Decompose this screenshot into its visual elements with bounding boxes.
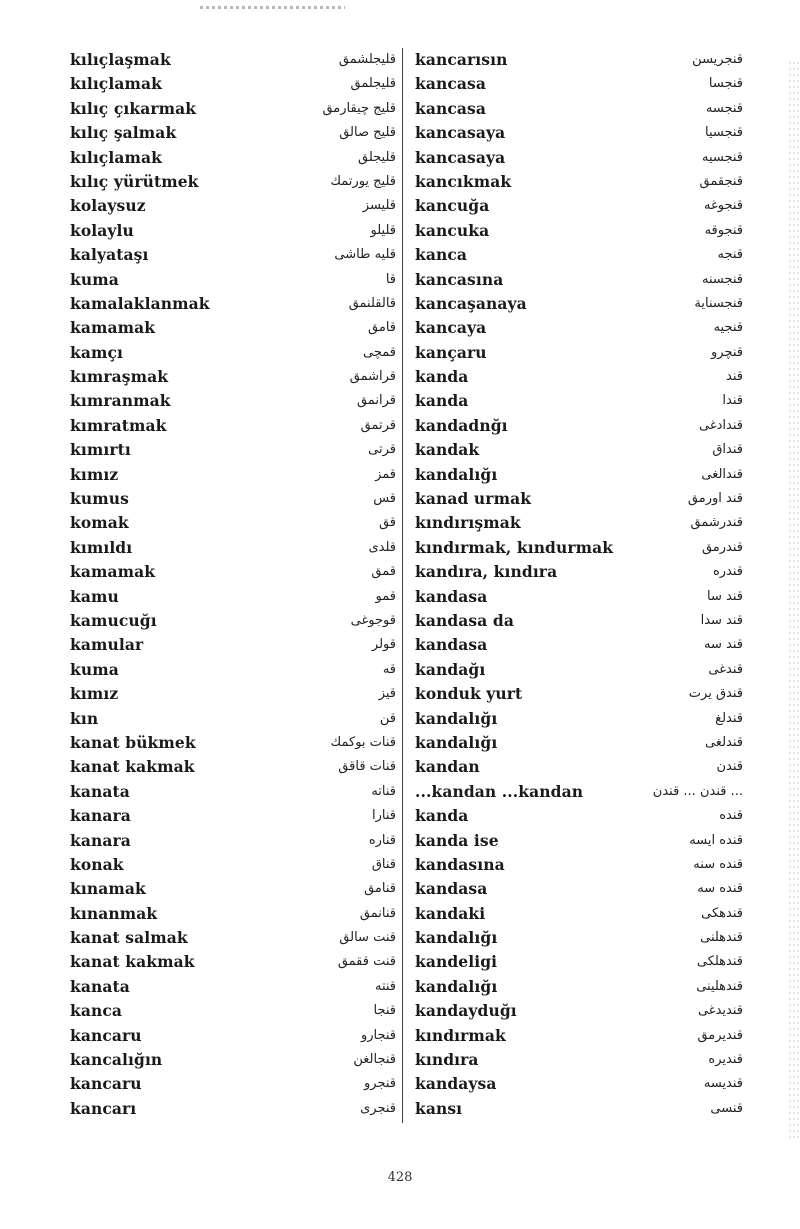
entry-ottoman: قنجسنه — [701, 271, 743, 287]
dictionary-entry — [415, 438, 743, 462]
entry-ottoman: قندالغى — [701, 466, 743, 482]
entry-ottoman: قناق — [371, 856, 396, 872]
dictionary-entry — [70, 707, 396, 731]
entry-ottoman: قنامق — [364, 881, 396, 897]
entry-ottoman: قندهلينى — [696, 978, 743, 994]
dictionary-entry — [70, 341, 396, 365]
entry-turkish: kancuğa — [415, 196, 490, 216]
dictionary-entry — [70, 1072, 396, 1096]
dictionary-entry — [415, 1048, 743, 1072]
entry-turkish: kanat kakmak — [70, 757, 195, 777]
dictionary-entry — [70, 877, 396, 901]
entry-turkish: ...kandan ...kandan — [415, 781, 584, 801]
entry-ottoman: قنات قاقق — [338, 759, 396, 775]
entry-turkish: kandadnğı — [415, 415, 508, 435]
entry-ottoman: قنجسا — [708, 76, 743, 92]
dictionary-entry — [415, 877, 743, 901]
dictionary-entry — [70, 292, 396, 316]
entry-turkish: kımıldı — [70, 537, 133, 557]
dictionary-entry — [415, 560, 743, 584]
dictionary-entry — [415, 72, 743, 96]
dictionary-entry — [415, 780, 743, 804]
entry-turkish: kancaru — [70, 1074, 142, 1094]
entry-ottoman: قنديسه — [703, 1076, 743, 1092]
entry-ottoman: قندرمق — [701, 539, 743, 555]
dictionary-entry — [70, 780, 396, 804]
entry-turkish: kamular — [70, 635, 144, 655]
entry-ottoman: قلدى — [368, 539, 396, 555]
dictionary-entry — [415, 170, 743, 194]
entry-turkish: kımranmak — [70, 391, 171, 411]
dictionary-entry — [415, 682, 743, 706]
scan-mark — [200, 6, 345, 9]
dictionary-entry — [415, 146, 743, 170]
entry-turkish: kanata — [70, 781, 130, 801]
entry-turkish: kamçı — [70, 342, 124, 362]
dictionary-entry — [70, 926, 396, 950]
dictionary-entry — [70, 658, 396, 682]
entry-ottoman: قنداق — [712, 442, 743, 458]
entry-turkish: kandasa — [415, 635, 488, 655]
entry-turkish: kandıra, kındıra — [415, 562, 558, 582]
entry-turkish: kancaşanaya — [415, 293, 527, 313]
dictionary-entry — [70, 438, 396, 462]
entry-ottoman: قن — [379, 710, 396, 726]
entry-ottoman: قمق — [371, 564, 396, 580]
dictionary-entry — [70, 902, 396, 926]
right-column — [415, 48, 743, 1121]
entry-turkish: kancarısın — [415, 50, 508, 69]
dictionary-entry — [70, 853, 396, 877]
entry-ottoman: قنجه — [717, 247, 743, 263]
entry-ottoman: قليجلق — [358, 149, 396, 165]
entry-turkish: kındıra — [415, 1050, 479, 1070]
entry-ottoman: قنديره — [708, 1052, 743, 1068]
entry-ottoman: قنجسيا — [704, 125, 743, 141]
entry-turkish: kanat bükmek — [70, 732, 196, 752]
entry-turkish: kandeligi — [415, 952, 498, 972]
dictionary-entry — [70, 829, 396, 853]
entry-turkish: kanda — [415, 367, 469, 387]
entry-ottoman: قنده سنه — [693, 856, 743, 872]
entry-ottoman: قوجوغى — [350, 612, 396, 628]
entry-ottoman: قليلو — [370, 222, 396, 238]
entry-turkish: kımırtı — [70, 440, 131, 460]
entry-turkish: kancalığın — [70, 1050, 163, 1070]
dictionary-entry — [70, 950, 396, 974]
entry-ottoman: ... قندن ... قندن — [652, 783, 743, 799]
entry-turkish: kımraşmak — [70, 367, 169, 387]
entry-ottoman: قندق يرت — [688, 686, 743, 702]
entry-turkish: kuma — [70, 269, 119, 289]
entry-turkish: kanda ise — [415, 830, 499, 850]
dictionary-entry — [70, 633, 396, 657]
entry-ottoman: قندن — [716, 759, 743, 775]
dictionary-entry — [415, 268, 743, 292]
dictionary-entry — [415, 804, 743, 828]
entry-turkish: kumus — [70, 489, 129, 509]
entry-turkish: kandasına — [415, 854, 505, 874]
entry-ottoman: قه — [382, 661, 396, 677]
dictionary-entry — [70, 585, 396, 609]
entry-turkish: kandasa — [415, 879, 488, 899]
dictionary-entry — [70, 560, 396, 584]
dictionary-entry — [70, 365, 396, 389]
entry-ottoman: قنجريسن — [692, 52, 743, 67]
dictionary-entry — [415, 121, 743, 145]
dictionary-entry — [415, 341, 743, 365]
entry-turkish: kılıçlamak — [70, 147, 162, 167]
entry-turkish: kanad urmak — [415, 489, 532, 509]
entry-ottoman: قيز — [378, 686, 396, 702]
entry-turkish: kancasa — [415, 98, 487, 118]
dictionary-entry — [70, 755, 396, 779]
dictionary-entry — [70, 487, 396, 511]
entry-ottoman: قندرشمق — [690, 515, 743, 531]
entry-ottoman: قس — [373, 491, 396, 507]
dictionary-entry — [70, 389, 396, 413]
dictionary-entry — [70, 682, 396, 706]
entry-ottoman: قليجلشمق — [338, 52, 396, 67]
entry-turkish: kılıç yürütmek — [70, 171, 199, 191]
dictionary-entry — [70, 121, 396, 145]
entry-turkish: kamalaklanmak — [70, 293, 210, 313]
entry-ottoman: قنجيه — [713, 320, 743, 336]
entry-turkish: kandayduğı — [415, 1001, 517, 1021]
entry-ottoman: قليه طاشى — [334, 247, 396, 263]
entry-turkish: kancaya — [415, 318, 487, 338]
entry-ottoman: قناته — [371, 783, 396, 799]
dictionary-entry — [415, 414, 743, 438]
dictionary-entry — [70, 72, 396, 96]
column-divider — [402, 48, 403, 1123]
dictionary-entry — [415, 975, 743, 999]
dictionary-entry — [70, 536, 396, 560]
entry-ottoman: قندهكى — [701, 905, 743, 921]
entry-ottoman: قند سه — [704, 637, 743, 653]
dictionary-entry — [70, 170, 396, 194]
entry-ottoman: قراشمق — [349, 369, 396, 385]
page-number: 428 — [387, 1170, 413, 1185]
entry-turkish: kandaki — [415, 903, 486, 923]
entry-turkish: kanara — [70, 806, 131, 826]
entry-turkish: kın — [70, 708, 99, 728]
dictionary-entry — [415, 1024, 743, 1048]
entry-turkish: kandalığı — [415, 708, 498, 728]
entry-turkish: kınamak — [70, 879, 146, 899]
entry-turkish: kılıçlamak — [70, 74, 162, 94]
entry-ottoman: قرتى — [368, 442, 396, 458]
entry-ottoman: قندا — [722, 393, 743, 409]
dictionary-entry — [415, 316, 743, 340]
dictionary-entry — [415, 536, 743, 560]
entry-ottoman: قليسز — [362, 198, 396, 214]
entry-ottoman: قمز — [375, 466, 396, 482]
dictionary-entry — [415, 902, 743, 926]
entry-ottoman: قنده — [719, 808, 743, 824]
entry-ottoman: قند — [726, 369, 743, 385]
entry-ottoman: قنجارو — [360, 1027, 396, 1043]
entry-turkish: kançaru — [415, 342, 487, 362]
entry-turkish: kımratmak — [70, 415, 167, 435]
entry-turkish: kandalığı — [415, 464, 498, 484]
entry-turkish: komak — [70, 513, 129, 533]
entry-ottoman: قالقلنمق — [348, 295, 396, 311]
dictionary-entry — [415, 463, 743, 487]
dictionary-entry — [415, 755, 743, 779]
entry-turkish: kılıç şalmak — [70, 123, 177, 143]
entry-turkish: kamucuğı — [70, 610, 157, 630]
dictionary-entry — [415, 1097, 743, 1121]
entry-ottoman: قليج چيقارمق — [322, 100, 396, 116]
entry-ottoman: قنجرى — [360, 1100, 396, 1116]
entry-ottoman: قليجلمق — [350, 76, 396, 92]
entry-ottoman: قند اورمق — [687, 491, 743, 507]
dictionary-entry — [70, 97, 396, 121]
dictionary-entry — [415, 389, 743, 413]
entry-ottoman: قرتمق — [360, 417, 396, 433]
dictionary-entry — [70, 194, 396, 218]
entry-ottoman: قنجسيه — [701, 149, 743, 165]
entry-turkish: kandasa — [415, 586, 488, 606]
entry-turkish: kandağı — [415, 659, 486, 679]
entry-turkish: kancasaya — [415, 123, 506, 143]
dictionary-entry — [70, 463, 396, 487]
entry-ottoman: قناره — [368, 832, 396, 848]
entry-turkish: kanat kakmak — [70, 952, 195, 972]
entry-turkish: kalyataşı — [70, 245, 149, 265]
entry-turkish: kamamak — [70, 562, 156, 582]
dictionary-entry — [415, 950, 743, 974]
dictionary-entry — [415, 1072, 743, 1096]
entry-turkish: kanat salmak — [70, 928, 188, 948]
entry-ottoman: قولر — [371, 637, 396, 653]
dictionary-entry — [415, 243, 743, 267]
entry-turkish: kancuka — [415, 220, 490, 240]
entry-turkish: kansı — [415, 1098, 463, 1118]
dictionary-entry — [70, 316, 396, 340]
entry-turkish: kancıkmak — [415, 171, 512, 191]
dictionary-entry — [415, 194, 743, 218]
entry-turkish: kanda — [415, 806, 469, 826]
entry-ottoman: قندهلكى — [696, 954, 743, 970]
entry-ottoman: قنجسناية — [694, 295, 743, 311]
entry-turkish: kancasına — [415, 269, 504, 289]
entry-ottoman: قليج يورتمك — [330, 173, 396, 189]
entry-ottoman: قنات بوكمك — [330, 734, 396, 750]
dictionary-entry — [70, 609, 396, 633]
entry-ottoman: قندلغى — [704, 734, 743, 750]
entry-ottoman: قنجوغه — [703, 198, 743, 214]
dictionary-entry — [415, 731, 743, 755]
entry-turkish: kındırmak — [415, 1025, 506, 1045]
entry-ottoman: قنديرمق — [697, 1027, 743, 1043]
entry-ottoman: قندلغ — [715, 710, 743, 726]
entry-ottoman: قنجسه — [705, 100, 743, 116]
dictionary-entry — [70, 804, 396, 828]
dictionary-entry — [415, 487, 743, 511]
entry-ottoman: قنديدغى — [697, 1003, 743, 1019]
entry-turkish: kanata — [70, 976, 130, 996]
entry-ottoman: قند سا — [707, 588, 743, 604]
entry-ottoman: قندادغى — [699, 417, 743, 433]
dictionary-entry — [70, 219, 396, 243]
entry-turkish: kılıçlaşmak — [70, 50, 171, 69]
entry-turkish: kandak — [415, 440, 480, 460]
dictionary-entry — [415, 829, 743, 853]
entry-turkish: kandaysa — [415, 1074, 497, 1094]
entry-ottoman: قنجرو — [364, 1076, 396, 1092]
entry-turkish: kandalığı — [415, 732, 498, 752]
entry-ottoman: قنسى — [710, 1100, 743, 1116]
entry-turkish: kındırmak, kındurmak — [415, 537, 614, 557]
entry-ottoman: قنته — [374, 978, 396, 994]
entry-turkish: kolaylu — [70, 220, 134, 240]
entry-turkish: kılıç çıkarmak — [70, 98, 197, 118]
entry-turkish: kımız — [70, 684, 119, 704]
dictionary-entry — [415, 365, 743, 389]
entry-turkish: kancasaya — [415, 147, 506, 167]
entry-turkish: kolaysuz — [70, 196, 146, 216]
entry-ottoman: قند سدا — [700, 612, 743, 628]
entry-turkish: kamu — [70, 586, 119, 606]
entry-turkish: kuma — [70, 659, 119, 679]
entry-turkish: kandalığı — [415, 976, 498, 996]
dictionary-entry — [70, 1024, 396, 1048]
entry-turkish: kamamak — [70, 318, 156, 338]
dictionary-entry — [70, 146, 396, 170]
entry-ottoman: قندره — [712, 564, 743, 580]
dictionary-entry — [415, 511, 743, 535]
dictionary-entry — [70, 268, 396, 292]
entry-ottoman: قامق — [368, 320, 396, 336]
entry-ottoman: قمو — [375, 588, 396, 604]
entry-ottoman: قندغى — [708, 661, 743, 677]
entry-turkish: kanda — [415, 391, 469, 411]
entry-turkish: konak — [70, 854, 124, 874]
dictionary-entry — [70, 414, 396, 438]
dictionary-entry — [415, 926, 743, 950]
entry-turkish: konduk yurt — [415, 684, 523, 704]
entry-ottoman: قرانمق — [357, 393, 396, 409]
entry-turkish: kandasa da — [415, 610, 514, 630]
dictionary-entry — [415, 999, 743, 1023]
dictionary-entry — [70, 1048, 396, 1072]
entry-ottoman: قنجا — [373, 1003, 396, 1019]
dictionary-entry — [415, 97, 743, 121]
entry-turkish: kancarı — [70, 1098, 137, 1118]
entry-ottoman: قنچرو — [711, 344, 743, 360]
dictionary-entry — [415, 609, 743, 633]
dictionary-entry — [415, 658, 743, 682]
dictionary-entry — [415, 219, 743, 243]
entry-turkish: kınanmak — [70, 903, 158, 923]
dictionary-entry — [70, 731, 396, 755]
dictionary-entry — [70, 1097, 396, 1121]
dictionary-entry — [415, 292, 743, 316]
dictionary-entry — [415, 853, 743, 877]
entry-ottoman: قليج صالق — [339, 125, 396, 141]
dictionary-entry — [415, 707, 743, 731]
entry-ottoman: قنده ايسه — [689, 832, 743, 848]
dictionary-entry — [70, 511, 396, 535]
dictionary-entry — [70, 999, 396, 1023]
dictionary-entry — [70, 243, 396, 267]
entry-ottoman: قمچى — [363, 344, 396, 360]
dictionary-entry — [70, 975, 396, 999]
dictionary-entry — [415, 585, 743, 609]
entry-turkish: kandalığı — [415, 928, 498, 948]
entry-ottoman: قندهلنى — [700, 930, 743, 946]
entry-turkish: kındırışmak — [415, 513, 521, 533]
entry-turkish: kımız — [70, 464, 119, 484]
entry-ottoman: قنجوقه — [704, 222, 743, 238]
left-column — [70, 48, 396, 1121]
entry-ottoman: قنده سه — [697, 881, 743, 897]
dictionary-entry — [415, 633, 743, 657]
entry-turkish: kanca — [415, 245, 468, 265]
entry-turkish: kancaru — [70, 1025, 142, 1045]
entry-ottoman: قنت ققمق — [337, 954, 396, 970]
entry-ottoman: قنجقمق — [699, 173, 743, 189]
entry-ottoman: قنارا — [372, 808, 396, 824]
dictionary-entry — [415, 48, 743, 72]
scan-edge-noise — [788, 60, 800, 1140]
entry-turkish: kanca — [70, 1001, 123, 1021]
entry-turkish: kandan — [415, 757, 480, 777]
entry-turkish: kanara — [70, 830, 131, 850]
dictionary-entry — [70, 48, 396, 72]
entry-ottoman: قنانمق — [359, 905, 396, 921]
entry-ottoman: قا — [385, 271, 396, 287]
entry-turkish: kancasa — [415, 74, 487, 94]
entry-ottoman: قق — [378, 515, 396, 531]
entry-ottoman: قنجالغن — [353, 1052, 396, 1068]
entry-ottoman: قنت سالق — [339, 930, 396, 946]
